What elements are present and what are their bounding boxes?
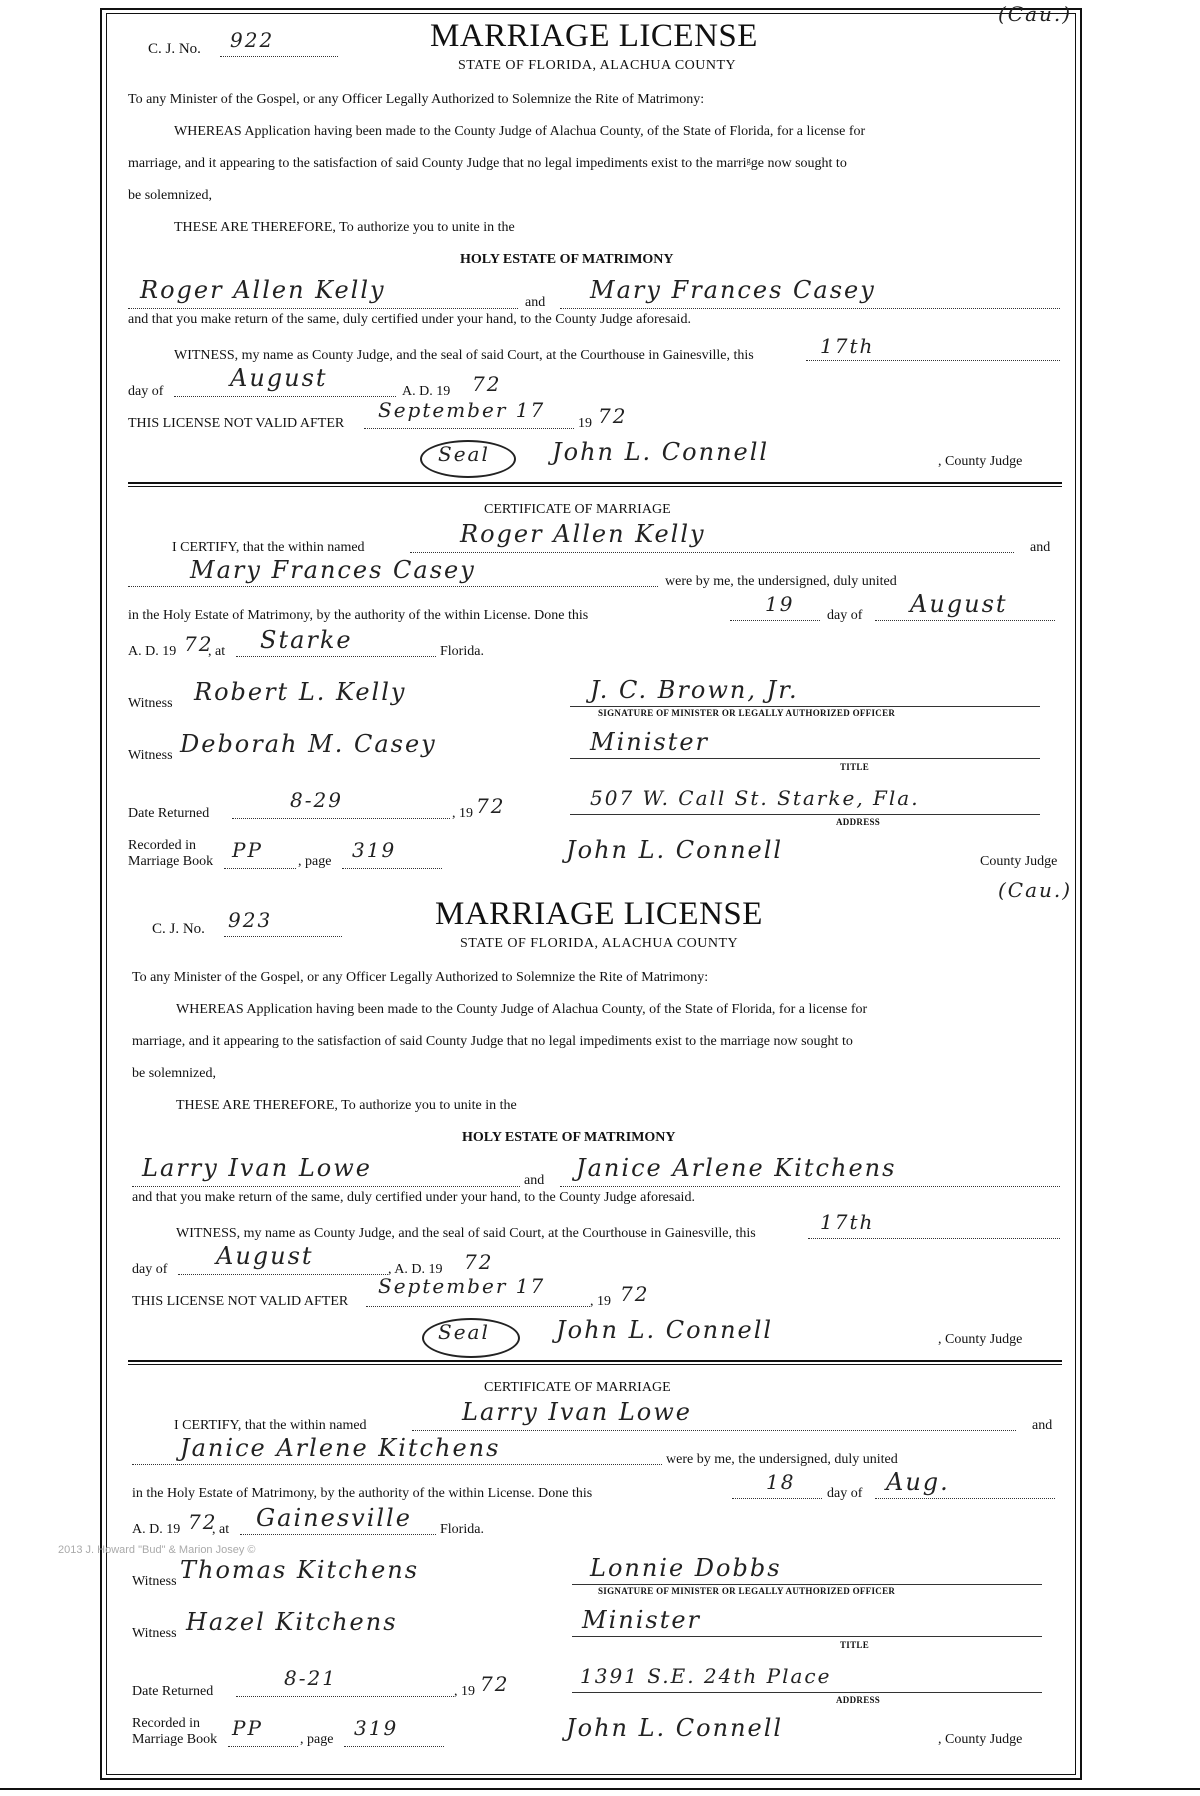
done-year: 72 — [188, 1510, 218, 1534]
return-clause: and that you make return of the same, duly certified under your hand, to the County Judge aforesaid. — [132, 1190, 695, 1205]
page-value: 319 — [352, 838, 397, 862]
date-returned-line — [236, 1676, 454, 1697]
seal-text: Seal — [438, 1320, 490, 1344]
witness2-label: Witness — [128, 748, 173, 763]
margin-note: (Cau.) — [998, 878, 1073, 902]
not-valid-year: 72 — [620, 1282, 650, 1306]
date-returned: 8-21 — [284, 1666, 337, 1690]
certificate-title: CERTIFICATE OF MARRIAGE — [484, 502, 671, 517]
year-suffix: 72 — [464, 1250, 494, 1274]
marriage-book-label: Marriage Book — [132, 1732, 218, 1747]
recorder-label: , County Judge — [938, 1732, 1023, 1747]
book-value: PP — [232, 838, 263, 862]
groom-name: Larry Ivan Lowe — [142, 1154, 372, 1182]
page-label: , page — [300, 1732, 334, 1747]
not-valid-date: September 17 — [378, 398, 546, 422]
page-label: , page — [298, 854, 332, 869]
witness1-label: Witness — [132, 1574, 177, 1589]
ad-label: , A. D. 19 — [388, 1262, 443, 1277]
ad-label: A. D. 19 — [402, 384, 451, 399]
license-title: MARRIAGE LICENSE — [435, 896, 763, 932]
returned-year: 72 — [480, 1672, 510, 1696]
sig-caption: SIGNATURE OF MINISTER OR LEGALLY AUTHORIZED OFFICER — [598, 708, 896, 718]
done-month: August — [910, 590, 1008, 618]
cert-bride-name: Mary Frances Casey — [190, 556, 476, 584]
done-month: Aug. — [886, 1468, 950, 1496]
certify-label: I CERTIFY, that the within named — [174, 1418, 367, 1433]
year-suffix: 72 — [472, 372, 502, 396]
were-by-me: were by me, the undersigned, duly united — [665, 574, 897, 589]
bride-name: Janice Arlene Kitchens — [576, 1154, 897, 1182]
whereas-line-2: marriage, and it appearing to the satisfaction of said County Judge that no legal impediments exist to the marriage now sought to — [132, 1034, 853, 1049]
returned-year-label: , 19 — [452, 806, 473, 821]
cert-groom-name: Larry Ivan Lowe — [462, 1398, 692, 1426]
month: August — [216, 1242, 314, 1270]
not-valid-date: September 17 — [378, 1274, 546, 1298]
sig-caption: SIGNATURE OF MINISTER OR LEGALLY AUTHORIZED OFFICER — [598, 1586, 896, 1596]
witness-day: 17th — [820, 1210, 875, 1234]
judge-signature: John L. Connell — [556, 1316, 774, 1344]
whereas-line-2: marriage, and it appearing to the satisfaction of said County Judge that no legal impediments exist to the marriᵍge now sought to — [128, 156, 847, 171]
therefore-line: THESE ARE THEREFORE, To authorize you to unite in the — [174, 220, 515, 235]
place: Gainesville — [256, 1504, 412, 1532]
minister-title: Minister — [582, 1606, 702, 1634]
cj-number: 922 — [230, 28, 275, 52]
bride-name: Mary Frances Casey — [590, 276, 876, 304]
margin-note: (Cau.) — [998, 2, 1073, 26]
title-caption: TITLE — [840, 762, 870, 772]
done-day-of: day of — [827, 1486, 863, 1501]
date-returned-label: Date Returned — [132, 1684, 214, 1699]
and-label: and — [524, 1173, 545, 1188]
license-subtitle: STATE OF FLORIDA, ALACHUA COUNTY — [460, 936, 739, 951]
license-title: MARRIAGE LICENSE — [430, 18, 758, 54]
done-year: 72 — [184, 632, 214, 656]
witness-day: 17th — [820, 334, 875, 358]
county-judge-label: , County Judge — [938, 454, 1023, 469]
title-line — [570, 758, 1040, 759]
license-section — [120, 0, 1073, 880]
address-caption: ADDRESS — [836, 1695, 881, 1705]
florida-label: Florida. — [440, 644, 484, 659]
cert-groom-name: Roger Allen Kelly — [460, 520, 706, 548]
minister-title: Minister — [590, 728, 710, 756]
certificate-title: CERTIFICATE OF MARRIAGE — [484, 1380, 671, 1395]
recorder-signature: John L. Connell — [566, 836, 784, 864]
not-valid-year-label: 19 — [578, 416, 592, 431]
marriage-book-label: Marriage Book — [128, 854, 214, 869]
done-ad: A. D. 19 — [128, 644, 177, 659]
witness-clause: WITNESS, my name as County Judge, and the seal of said Court, at the Courthouse in Gainesville, this — [176, 1226, 756, 1241]
salutation: To any Minister of the Gospel, or any Officer Legally Authorized to Solemnize the Rite of Matrimony: — [128, 92, 705, 107]
holy-estate-heading: HOLY ESTATE OF MATRIMONY — [462, 1130, 676, 1145]
not-valid-year-label: , 19 — [590, 1294, 611, 1309]
page-value: 319 — [354, 1716, 399, 1740]
holy-authority: in the Holy Estate of Matrimony, by the authority of the within License. Done this — [128, 608, 589, 623]
address: 507 W. Call St. Starke, Fla. — [590, 786, 920, 810]
witness2-label: Witness — [132, 1626, 177, 1641]
return-clause: and that you make return of the same, duly certified under your hand, to the County Judge aforesaid. — [128, 312, 691, 327]
whereas-line-3: be solemnized, — [132, 1066, 216, 1081]
therefore-line: THESE ARE THEREFORE, To authorize you to unite in the — [176, 1098, 517, 1113]
returned-year-label: , 19 — [454, 1684, 475, 1699]
recorder-signature: John L. Connell — [566, 1714, 784, 1742]
seal-text: Seal — [438, 442, 490, 466]
place: Starke — [260, 626, 353, 654]
done-ad: A. D. 19 — [132, 1522, 181, 1537]
were-by-me: were by me, the undersigned, duly united — [666, 1452, 898, 1467]
date-returned: 8-29 — [290, 788, 343, 812]
section-divider — [128, 1360, 1062, 1365]
recorded-in-label: Recorded in — [132, 1716, 201, 1731]
whereas-line-3: be solemnized, — [128, 188, 212, 203]
day-of-label: day of — [132, 1262, 168, 1277]
recorder-label: County Judge — [980, 854, 1058, 869]
date-returned-label: Date Returned — [128, 806, 210, 821]
minister-signature: Lonnie Dobbs — [590, 1554, 782, 1582]
book-value: PP — [232, 1716, 263, 1740]
license-section — [120, 872, 1073, 1772]
judge-signature: John L. Connell — [552, 438, 770, 466]
title-caption: TITLE — [840, 1640, 870, 1650]
holy-authority: in the Holy Estate of Matrimony, by the authority of the within License. Done this — [132, 1486, 593, 1501]
witness1-signature: Thomas Kitchens — [180, 1556, 420, 1584]
section-divider — [128, 482, 1062, 487]
done-day-of: day of — [827, 608, 863, 623]
cj-label: C. J. No. — [148, 41, 201, 57]
county-judge-label: , County Judge — [938, 1332, 1023, 1347]
whereas-line-1: WHEREAS Application having been made to the County Judge of Alachua County, of the State of Florida, for a license for — [174, 124, 866, 139]
witness1-signature: Robert L. Kelly — [194, 678, 407, 706]
at-label: , at — [208, 644, 226, 659]
address: 1391 S.E. 24th Place — [580, 1664, 832, 1688]
month: August — [230, 364, 328, 392]
copyright-watermark: 2013 J. Howard "Bud" & Marion Josey © — [58, 1544, 256, 1556]
cert-bride-name: Janice Arlene Kitchens — [180, 1434, 501, 1462]
license-subtitle: STATE OF FLORIDA, ALACHUA COUNTY — [458, 58, 737, 73]
not-valid-label: THIS LICENSE NOT VALID AFTER — [132, 1294, 349, 1309]
cert-and-label: and — [1032, 1418, 1053, 1433]
whereas-line-1: WHEREAS Application having been made to the County Judge of Alachua County, of the State of Florida, for a license for — [176, 1002, 868, 1017]
not-valid-year: 72 — [598, 404, 628, 428]
title-line — [572, 1636, 1042, 1637]
at-label: , at — [212, 1522, 230, 1537]
holy-estate-heading: HOLY ESTATE OF MATRIMONY — [460, 252, 674, 267]
groom-name: Roger Allen Kelly — [140, 276, 386, 304]
returned-year: 72 — [476, 794, 506, 818]
done-day: 18 — [766, 1470, 796, 1494]
address-line — [572, 1692, 1042, 1693]
address-caption: ADDRESS — [836, 817, 881, 827]
cj-label: C. J. No. — [152, 921, 205, 937]
minister-sig-line — [570, 706, 1040, 707]
minister-signature: J. C. Brown, Jr. — [590, 676, 799, 704]
florida-label: Florida. — [440, 1522, 484, 1537]
not-valid-label: THIS LICENSE NOT VALID AFTER — [128, 416, 345, 431]
done-day: 19 — [765, 592, 795, 616]
day-of-label: day of — [128, 384, 164, 399]
minister-sig-line — [572, 1584, 1042, 1585]
and-label: and — [525, 295, 546, 310]
certify-label: I CERTIFY, that the within named — [172, 540, 365, 555]
page-bottom-rule — [0, 1788, 1200, 1790]
cert-and-label: and — [1030, 540, 1051, 555]
salutation: To any Minister of the Gospel, or any Officer Legally Authorized to Solemnize the Rite of Matrimony: — [132, 970, 709, 985]
witness-clause: WITNESS, my name as County Judge, and the seal of said Court, at the Courthouse in Gainesville, this — [174, 348, 754, 363]
cj-number: 923 — [228, 908, 273, 932]
witness1-label: Witness — [128, 696, 173, 711]
witness2-signature: Deborah M. Casey — [180, 730, 437, 758]
address-line — [570, 814, 1040, 815]
recorded-in-label: Recorded in — [128, 838, 197, 853]
witness2-signature: Hazel Kitchens — [186, 1608, 398, 1636]
